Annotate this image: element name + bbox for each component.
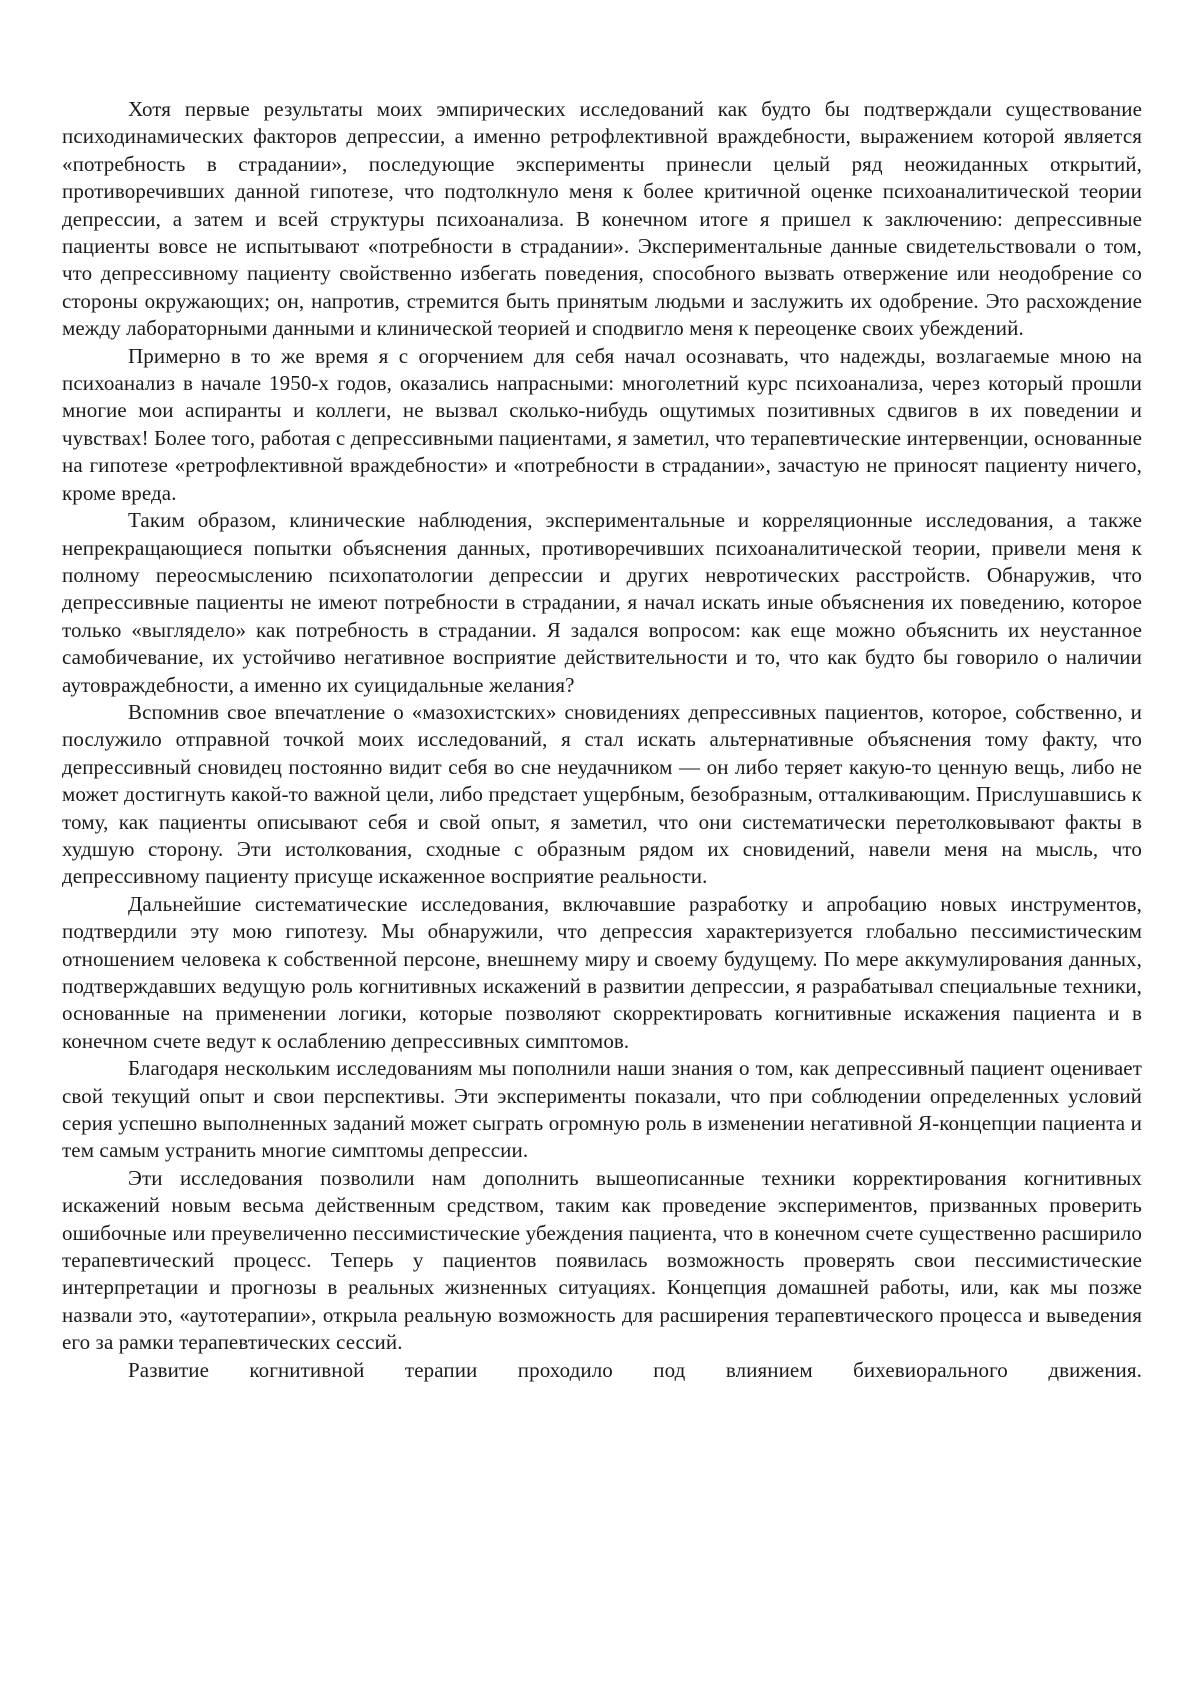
paragraph-3: Таким образом, клинические наблюдения, экспериментальные и корреляционные исследования, а также непрекращающиеся попытки объяснения данных, противоречивших психоаналитической теории, привели меня к полному переосмыслению психопатологии депрессии и других невротических расстройств. Обнаружив, что депрессивные пациенты не имеют потребности в страдании, я начал искать иные объяснения их поведению, которое только «выглядело» как потребность в страдании. Я задался вопросом: как еще можно объяснить их неустанное самобичевание, их устойчиво негативное восприятие действительности и то, что как будто бы говорило о наличии аутовраждебности, а именно их суицидальные желания? — [62, 507, 1142, 699]
document-body — [62, 96, 1142, 1384]
paragraph-5: Дальнейшие систематические исследования, включавшие разработку и апробацию новых инструментов, подтвердили эту мою гипотезу. Мы обнаружили, что депрессия характеризуется глобально пессимистическим отношением человека к собственной персоне, внешнему миру и своему будущему. По мере аккумулирования данных, подтверждавших ведущую роль когнитивных искажений в развитии депрессии, я разрабатывал специальные техники, основанные на применении логики, которые позволяют скорректировать когнитивные искажения пациента и в конечном счете ведут к ослаблению депрессивных симптомов. — [62, 891, 1142, 1055]
paragraph-8: Развитие когнитивной терапии проходило под влиянием бихевиорального движения. — [62, 1357, 1142, 1384]
document-page — [0, 0, 1200, 1696]
paragraph-7: Эти исследования позволили нам дополнить вышеописанные техники корректирования когнитивных искажений новым весьма действенным средством, таким как проведение экспериментов, призванных проверить ошибочные или преувеличенно пессимистические убеждения пациента, что в конечном счете существенно расширило терапевтический процесс. Теперь у пациентов появилась возможность проверять свои пессимистические интерпретации и прогнозы в реальных жизненных ситуациях. Концепция домашней работы, или, как мы позже назвали это, «аутотерапии», открыла реальную возможность для расширения терапевтического процесса и выведения его за рамки терапевтических сессий. — [62, 1165, 1142, 1357]
paragraph-1: Хотя первые результаты моих эмпирических исследований как будто бы подтверждали существование психодинамических факторов депрессии, а именно ретрофлективной враждебности, выражением которой является «потребность в страдании», последующие эксперименты принесли целый ряд неожиданных открытий, противоречивших данной гипотезе, что подтолкнуло меня к более критичной оценке психоаналитической теории депрессии, а затем и всей структуры психоанализа. В конечном итоге я пришел к заключению: депрессивные пациенты вовсе не испытывают «потребности в страдании». Экспериментальные данные свидетельствовали о том, что депрессивному пациенту свойственно избегать поведения, способного вызвать отвержение или неодобрение со стороны окружающих; он, напротив, стремится быть принятым людьми и заслужить их одобрение. Это расхождение между лабораторными данными и клинической теорией и сподвигло меня к переоценке своих убеждений. — [62, 96, 1142, 343]
paragraph-6: Благодаря нескольким исследованиям мы пополнили наши знания о том, как депрессивный пациент оценивает свой текущий опыт и свои перспективы. Эти эксперименты показали, что при соблюдении определенных условий серия успешно выполненных заданий может сыграть огромную роль в изменении негативной Я-концепции пациента и тем самым устранить многие симптомы депрессии. — [62, 1055, 1142, 1165]
paragraph-2: Примерно в то же время я с огорчением для себя начал осознавать, что надежды, возлагаемые мною на психоанализ в начале 1950-х годов, оказались напрасными: многолетний курс психоанализа, через который прошли многие мои аспиранты и коллеги, не вызвал сколько-нибудь ощутимых позитивных сдвигов в их поведении и чувствах! Более того, работая с депрессивными пациентами, я заметил, что терапевтические интервенции, основанные на гипотезе «ретрофлективной враждебности» и «потребности в страдании», зачастую не приносят пациенту ничего, кроме вреда. — [62, 343, 1142, 507]
paragraph-4: Вспомнив свое впечатление о «мазохистских» сновидениях депрессивных пациентов, которое, собственно, и послужило отправной точкой моих исследований, я стал искать альтернативные объяснения тому факту, что депрессивный сновидец постоянно видит себя во сне неудачником — он либо теряет какую-то ценную вещь, либо не может достигнуть какой-то важной цели, либо предстает ущербным, безобразным, отталкивающим. Прислушавшись к тому, как пациенты описывают себя и свой опыт, я заметил, что они систематически перетолковывают факты в худшую сторону. Эти истолкования, сходные с образным рядом их сновидений, навели меня на мысль, что депрессивному пациенту присуще искаженное восприятие реальности. — [62, 699, 1142, 891]
